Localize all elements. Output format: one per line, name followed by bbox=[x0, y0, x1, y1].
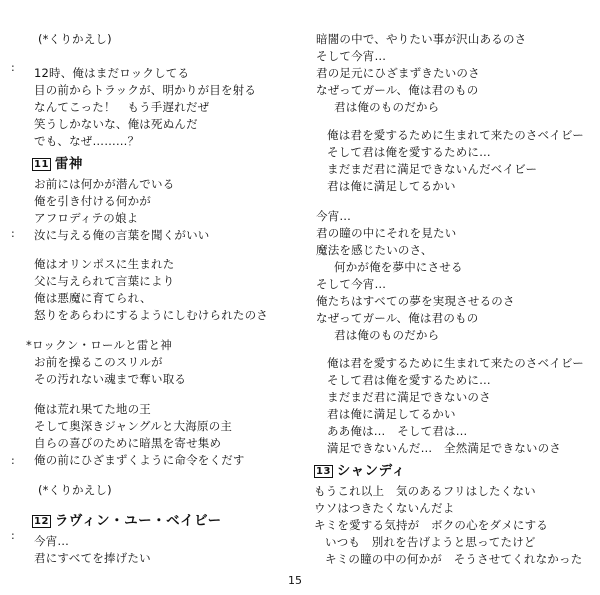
lyric-line: 目の前からトラックが、明かりが目を射る bbox=[34, 83, 257, 97]
lyric-line: お前には何かが潜んでいる bbox=[34, 177, 175, 191]
song-title: 雷神 bbox=[54, 156, 83, 172]
song-heading bbox=[32, 514, 222, 528]
lyric-line: まだまだ君に満足できないのさ bbox=[327, 390, 491, 404]
lyric-line: 俺は君を愛するために生まれて来たのさベイビー bbox=[327, 128, 584, 142]
lyric-line: 俺を引き付ける何かが bbox=[34, 194, 151, 208]
track-number-badge: 13 bbox=[316, 466, 331, 477]
lyric-line: なぜってガール、俺は君のもの bbox=[316, 311, 479, 325]
lyric-line: 今宵… bbox=[34, 534, 70, 548]
margin-mark: : bbox=[11, 227, 15, 240]
lyric-line: 何かが俺を夢中にさせる bbox=[334, 260, 463, 274]
lyric-line: なぜってガール、俺は君のもの bbox=[316, 83, 479, 97]
lyric-line: 魔法を感じたいのさ、 bbox=[316, 243, 433, 257]
lyric-line: そして君は俺を愛するために… bbox=[327, 373, 491, 387]
lyric-line: 君は俺のものだから bbox=[334, 328, 440, 342]
lyric-line: 俺は悪魔に育てられ、 bbox=[34, 291, 152, 305]
song-title: シャンディ bbox=[336, 463, 406, 479]
lyric-line: 暗闇の中で、やりたい事が沢山あるのさ bbox=[316, 32, 527, 46]
page-number: 15 bbox=[288, 574, 302, 587]
lyric-line: まだまだ君に満足できないんだベイビー bbox=[327, 162, 538, 176]
margin-mark: : bbox=[11, 454, 15, 467]
lyric-line: もうこれ以上 気のあるフリはしたくない bbox=[314, 484, 536, 498]
lyric-line: 満足できないんだ… 全然満足できないのさ bbox=[327, 441, 561, 455]
lyric-line: 君にすべてを捧げたい bbox=[34, 551, 151, 565]
lyric-line: お前を操るこのスリルが bbox=[34, 355, 163, 369]
lyric-line: 汝に与える俺の言葉を聞くがいい bbox=[34, 228, 210, 242]
lyric-line: そして君は俺を愛するために… bbox=[327, 145, 491, 159]
lyric-line: キミを愛する気持が ボクの心をダメにする bbox=[314, 518, 548, 532]
lyric-line: 今宵… bbox=[316, 209, 352, 223]
margin-mark: : bbox=[11, 529, 15, 542]
lyric-line: 父に与えられて言葉により bbox=[34, 274, 175, 288]
lyric-line: でも、なぜ………？ bbox=[34, 134, 140, 148]
track-number-badge: 11 bbox=[34, 159, 49, 170]
lyric-line: (*くりかえし) bbox=[38, 32, 112, 46]
lyric-line: 自らの喜びのために暗黒を寄せ集め bbox=[34, 436, 222, 450]
lyric-line: なんてこった！ もう手遅れだぜ bbox=[34, 100, 210, 114]
lyric-line: (*くりかえし) bbox=[38, 483, 112, 497]
track-number-badge: 12 bbox=[34, 516, 49, 527]
lyric-line: そして今宵… bbox=[316, 49, 387, 63]
lyric-line: *ロックン・ロールと雷と神 bbox=[26, 338, 172, 352]
lyric-line: 俺はオリンポスに生まれた bbox=[34, 257, 175, 271]
song-heading bbox=[32, 157, 83, 171]
lyric-line: 俺の前にひざまずくように命令をくだす bbox=[34, 453, 245, 467]
lyric-line: 笑うしかないな、俺は死ぬんだ bbox=[34, 117, 198, 131]
lyric-line: 君は俺のものだから bbox=[334, 100, 440, 114]
lyric-line: 俺は荒れ果てた地の王 bbox=[34, 402, 151, 416]
lyric-line: そして奥深きジャングルと大海原の主 bbox=[34, 419, 233, 433]
song-title: ラヴィン・ユー・ベイビー bbox=[54, 513, 222, 529]
lyric-line: ああ俺は… そして君は… bbox=[327, 424, 468, 438]
lyric-line: 君の瞳の中にそれを見たい bbox=[316, 226, 457, 240]
song-heading bbox=[314, 464, 406, 478]
lyric-line: 12時、俺はまだロックしてる bbox=[34, 66, 190, 80]
lyric-line: アフロディテの娘よ bbox=[34, 211, 139, 225]
lyric-line: そして今宵… bbox=[316, 277, 387, 291]
lyric-line: 君は俺に満足してるかい bbox=[327, 179, 456, 193]
lyric-line: その汚れない魂まで奪い取る bbox=[34, 372, 187, 386]
lyric-line: ウソはつきたくないんだよ bbox=[314, 501, 455, 515]
lyric-line: 俺たちはすべての夢を実現させるのさ bbox=[316, 294, 515, 308]
lyric-line: いつも 別れを告げようと思ってたけど bbox=[325, 535, 536, 549]
lyric-line: 俺は君を愛するために生まれて来たのさベイビー bbox=[327, 356, 584, 370]
lyric-line: 怒りをあらわにするようにしむけられたのさ bbox=[34, 308, 268, 322]
margin-mark: : bbox=[11, 61, 15, 74]
lyric-line: キミの瞳の中の何かが そうさせてくれなかった bbox=[325, 552, 583, 566]
lyric-line: 君は俺に満足してるかい bbox=[327, 407, 456, 421]
lyric-line: 君の足元にひざまずきたいのさ bbox=[316, 66, 480, 80]
